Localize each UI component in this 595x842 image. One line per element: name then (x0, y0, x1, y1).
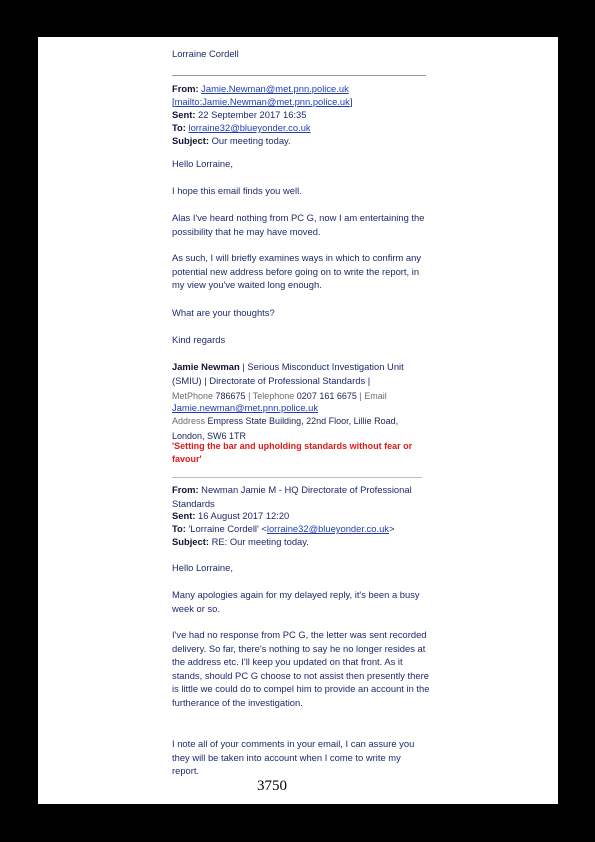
header-divider (172, 75, 426, 76)
signature-motto: 'Setting the bar and upholding standards without fear or favour' (172, 441, 413, 464)
email2-sent-value: 16 August 2017 12:20 (198, 510, 290, 521)
page-number: 3750 (257, 778, 287, 794)
email1-to-link[interactable]: lorraine32@blueyonder.co.uk (188, 122, 311, 133)
email1-paragraph-3: As such, I will briefly examines ways in which to confirm any potential new address before going on to write the report, in my view you've waited long enough. (172, 252, 422, 291)
email2-from-value: Newman Jamie M - HQ Directorate of Professional Standards (172, 484, 412, 509)
signature-address-line: Address Empress State Building, 22nd Floor, Lillie Road, London, SW6 1TR (172, 416, 399, 441)
email1-from-link[interactable]: Jamie.Newman@met.pnn.police.uk (201, 83, 349, 94)
email1-from-line: From: Jamie.Newman@met.pnn.police.uk (172, 83, 349, 94)
signature-email-line (172, 401, 430, 415)
email1-sent-line: Sent: 22 September 2017 16:35 (172, 109, 307, 120)
email1-subject-line: Subject: Our meeting today. (172, 135, 291, 146)
email2-paragraph-2: I've had no response from PC G, the letter was sent recorded delivery. So far, there's nothing to say he no longer resides at the address etc. I'll keep you updated on that front. As it stands, should PC G choose to not assist then presently there is little we could do to compel him to provide an account in the furtherance of the investigation. (172, 629, 430, 708)
email1-subject-value: Our meeting today. (211, 135, 291, 146)
email2-to-line: To: 'Lorraine Cordell' <lorraine32@blueyonder.co.uk> (172, 523, 395, 534)
sender-name: Lorraine Cordell (172, 48, 239, 59)
email2-sent-line: Sent: 16 August 2017 12:20 (172, 510, 290, 521)
signature-email-link[interactable]: Jamie.newman@met.pnn.police.uk (172, 402, 319, 413)
signature-telephone: 0207 161 6675 (296, 391, 357, 401)
signature-metphone: 786675 (215, 391, 246, 401)
email1-paragraph-2: Alas I've heard nothing from PC G, now I am entertaining the possibility that he may have moved. (172, 212, 425, 237)
email1-mailto-link[interactable]: mailto:Jamie.Newman@met.pnn.police.uk (174, 96, 350, 107)
signature-name-line (172, 360, 430, 387)
email1-sent-value: 22 September 2017 16:35 (198, 109, 307, 120)
signature-address: Empress State Building, 22nd Floor, Lillie Road, London, SW6 1TR (172, 416, 399, 441)
reply-divider (172, 477, 422, 478)
email2-from-line: From: Newman Jamie M - HQ Directorate of Professional Standards (172, 484, 412, 509)
email2-greeting: Hello Lorraine, (172, 562, 233, 573)
email2-paragraph-3: I note all of your comments in your email, I can assure you they will be taken into account when I come to write my report. (172, 738, 415, 777)
email1-paragraph-4: What are your thoughts? (172, 307, 275, 318)
email1-closing: Kind regards (172, 334, 226, 345)
signature-phone-line: MetPhone 786675 | Telephone 0207 161 6675 | Email (172, 391, 387, 401)
email1-greeting: Hello Lorraine, (172, 158, 233, 169)
email2-to-link[interactable]: lorraine32@blueyonder.co.uk (266, 523, 389, 534)
email2-subject-line: Subject: RE: Our meeting today. (172, 536, 309, 547)
email1-mailto-line: [mailto:Jamie.Newman@met.pnn.police.uk] (172, 96, 353, 107)
signature-unit: | Serious Misconduct Investigation Unit (SMIU) | Directorate of Professional Standards | (172, 361, 404, 386)
document-page (38, 37, 558, 804)
email2-paragraph-1: Many apologies again for my delayed reply, it's been a busy week or so. (172, 589, 420, 614)
email2-subject-value: RE: Our meeting today. (211, 536, 309, 547)
signature-name: Jamie Newman (172, 361, 240, 372)
email1-to-line: To: lorraine32@blueyonder.co.uk (172, 122, 311, 133)
email1-paragraph-1: I hope this email finds you well. (172, 185, 302, 196)
